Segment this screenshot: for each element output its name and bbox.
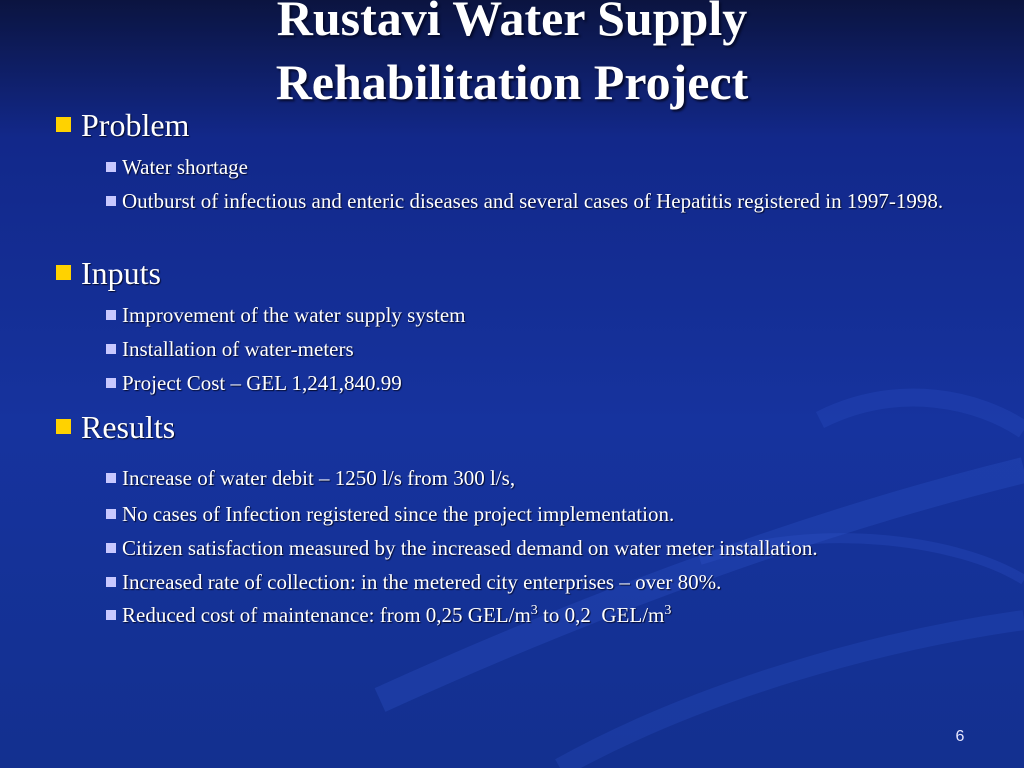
square-bullet-icon	[106, 577, 116, 587]
square-bullet-icon	[56, 265, 71, 280]
section-heading-inputs: Inputs	[56, 255, 161, 291]
square-bullet-icon	[106, 310, 116, 320]
list-item: Increase of water debit – 1250 l/s from 300 l/s,	[106, 465, 996, 492]
list-item: Project Cost – GEL 1,241,840.99	[106, 370, 996, 397]
square-bullet-icon	[56, 117, 71, 132]
list-item: No cases of Infection registered since the project implementation.	[106, 501, 996, 528]
square-bullet-icon	[106, 543, 116, 553]
square-bullet-icon	[106, 473, 116, 483]
square-bullet-icon	[106, 509, 116, 519]
list-item: Citizen satisfaction measured by the increased demand on water meter installation.	[106, 535, 996, 562]
section-heading-results: Results	[56, 409, 175, 445]
slide-title-line-2: Rehabilitation Project	[275, 54, 749, 110]
square-bullet-icon	[106, 610, 116, 620]
list-item: Water shortage	[106, 154, 996, 181]
square-bullet-icon	[106, 344, 116, 354]
square-bullet-icon	[106, 162, 116, 172]
list-item: Installation of water-meters	[106, 336, 996, 363]
square-bullet-icon	[106, 196, 116, 206]
slide-title-line-1: Rustavi Water Supply	[276, 0, 748, 46]
section-heading-problem: Problem	[56, 107, 189, 143]
list-item: Reduced cost of maintenance: from 0,25 GEL/$m^3$ to 0,2 GEL/$m^3$	[106, 602, 996, 629]
page-number: 6	[955, 728, 965, 745]
square-bullet-icon	[106, 378, 116, 388]
list-item: Improvement of the water supply system	[106, 302, 996, 329]
list-item: Increased rate of collection: in the metered city enterprises – over 80%.	[106, 569, 996, 596]
list-item: Outburst of infectious and enteric diseases and several cases of Hepatitis registered in 1997-1998.	[104, 188, 994, 215]
square-bullet-icon	[56, 419, 71, 434]
